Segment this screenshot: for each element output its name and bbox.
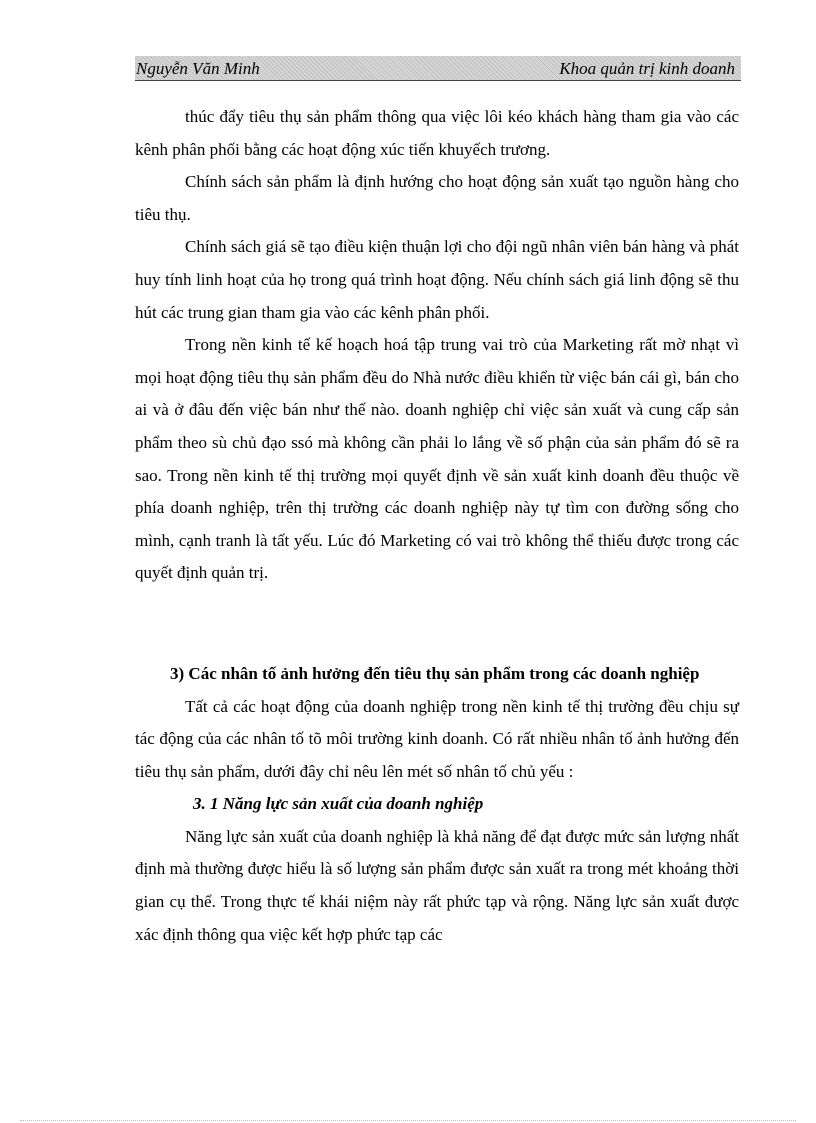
- page-body: [135, 101, 739, 951]
- section-heading-3: 3) Các nhân tố ảnh hưởng đến tiêu thụ sản phẩm trong các doanh nghiệp: [170, 663, 700, 683]
- page-header: [135, 56, 741, 81]
- paragraph-4: Trong nền kinh tế kế hoạch hoá tập trung vai trò của Marketing rất mờ nhạt vì mọi hoạt động tiêu thụ sản phẩm đều do Nhà nước điều khiển từ việc bán cái gì, bán cho ai và ở đâu đến việc bán như thế nào. doanh nghiệp chỉ việc sản xuất và cung cấp sản phẩm theo sù chủ đạo ssó mà không cần phải lo lắng về số phận của sản phẩm đó sẽ ra sao. Trong nền kinh tế thị trường mọi quyết định về sản xuất kinh doanh đều thuộc về phía doanh nghiệp, trên thị trường các doanh nghiệp này tự tìm con đường sống cho mình, cạnh tranh là tất yếu. Lúc đó Marketing có vai trò không thể thiếu được trong các quyết định quản trị.: [135, 335, 739, 583]
- section-gap: [135, 590, 739, 658]
- paragraph-6: Năng lực sản xuất của doanh nghiệp là khả năng để đạt được mức sản lượng nhất định mà thường được hiểu là số lượng sản phẩm được sản xuất ra trong mét khoảng thời gian cụ thể. Trong thực tế khái niệm này rất phức tạp và rộng. Năng lực sản xuất được xác định thông qua việc kết hợp phức tạp các: [135, 826, 739, 944]
- subsection-heading-3-1: 3. 1 Năng lực sản xuất của doanh nghiệp: [193, 794, 484, 814]
- paragraph-5: Tất cả các hoạt động của doanh nghiệp trong nền kinh tế thị trường đều chịu sự tác động của các nhân tố tõ môi trường kinh doanh. Có rất nhiều nhân tố ảnh hưởng đến tiêu thụ sản phẩm, dưới đây chỉ nêu lên mét số nhân tố chủ yếu :: [135, 696, 739, 781]
- paragraph-3: Chính sách giá sẽ tạo điều kiện thuận lợi cho đội ngũ nhân viên bán hàng và phát huy tính linh hoạt của họ trong quá trình hoạt động. Nếu chính sách giá linh động sẽ thu hút các trung gian tham gia vào các kênh phân phối.: [135, 237, 739, 322]
- page-bottom-border: [20, 1120, 796, 1121]
- header-author: Nguyễn Văn Minh: [136, 59, 260, 78]
- paragraph-2: Chính sách sản phẩm là định hướng cho hoạt động sản xuất tạo nguồn hàng cho tiêu thụ.: [135, 172, 739, 224]
- header-department: Khoa quản trị kinh doanh: [559, 59, 735, 78]
- paragraph-1: thúc đẩy tiêu thụ sản phẩm thông qua việc lôi kéo khách hàng tham gia vào các kênh phân phối bằng các hoạt động xúc tiến khuyếch trương.: [135, 107, 739, 159]
